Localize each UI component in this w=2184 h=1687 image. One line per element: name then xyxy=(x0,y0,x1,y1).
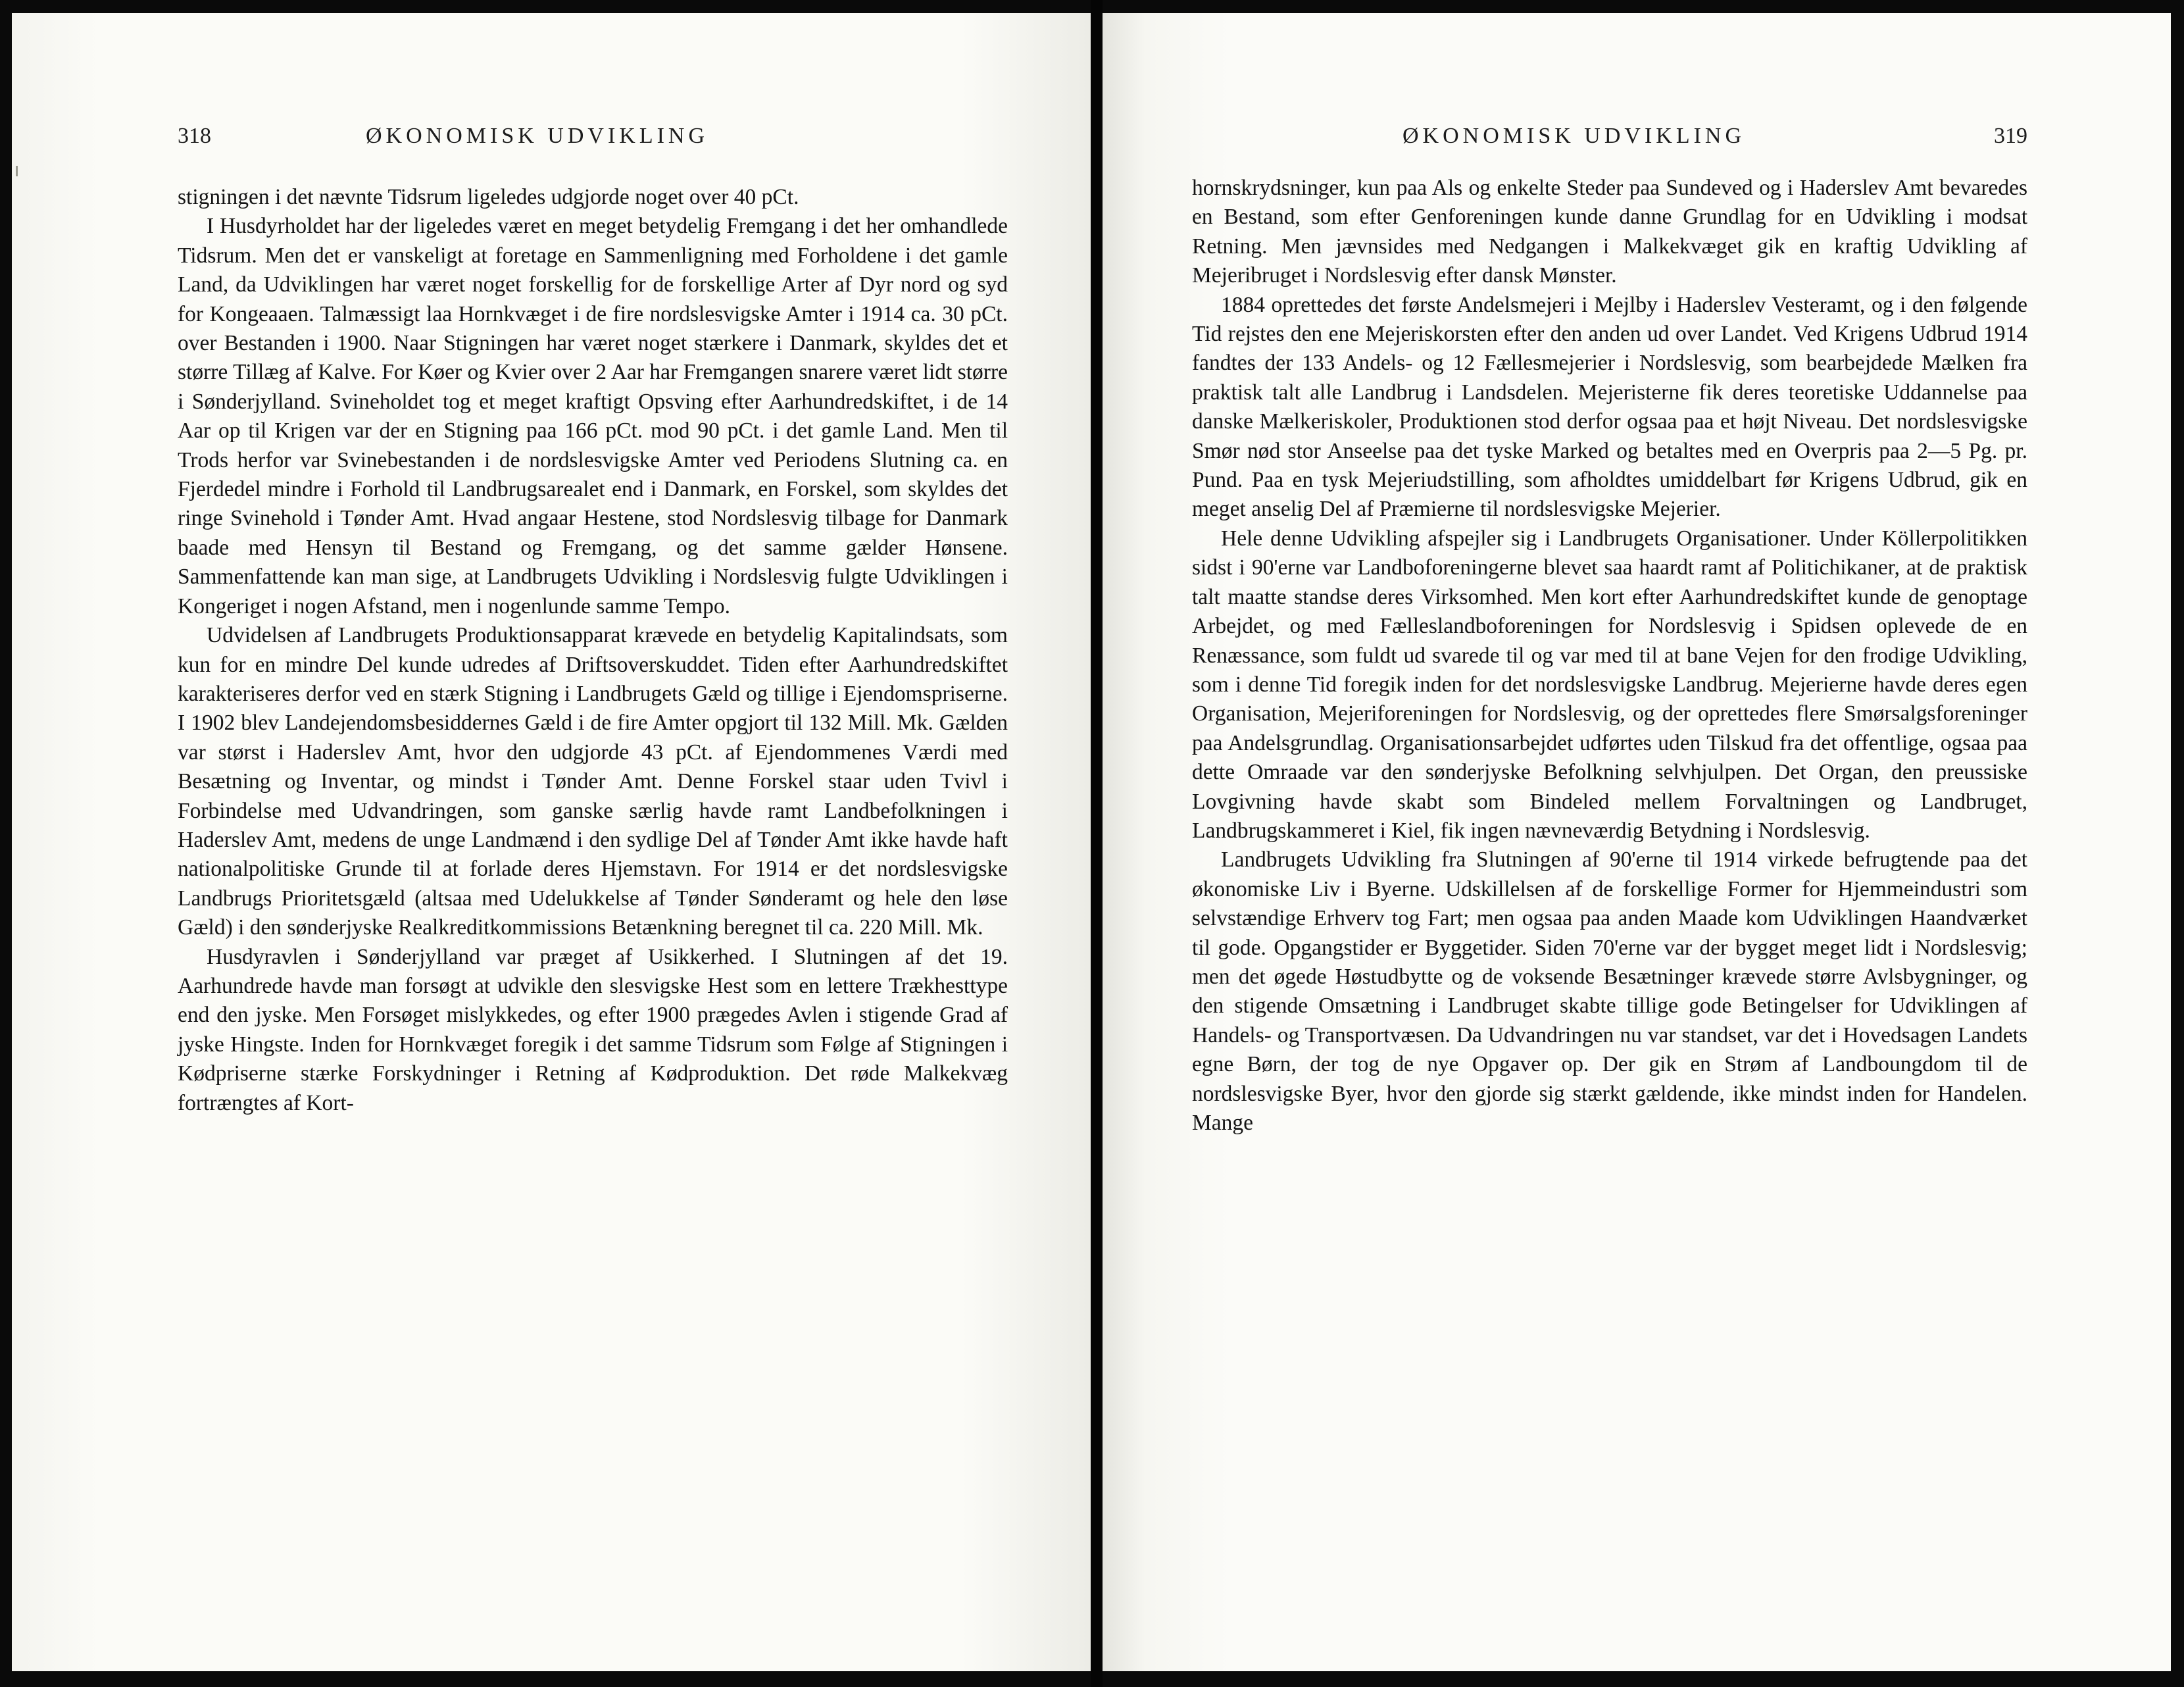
paragraph: I Husdyrholdet har der ligeledes været en meget betydelig Fremgang i det her omhandlede Tidsrum. Men det er vanskeligt at foretage en Sammenligning med Forholdene i det gamle Land, da Udviklingen har været noget forskellig for de forskellige Arter af Dyr nord og syd for Kongeaaen. Talmæssigt laa Hornkvæget i de fire nordslesvigske Amter i 1914 ca. 30 pCt. over Bestanden i 1900. Naar Stigningen har været noget stærkere i Danmark, skyldes det et større Tillæg af Kalve. For Køer og Kvier over 2 Aar har Fremgangen snarere været lidt større i Sønderjylland. Svineholdet tog et meget kraftigt Opsving efter Aarhundredskiftet, i de 14 Aar op til Krigen var der en Stigning paa 166 pCt. mod 90 pCt. i det gamle Land. Men til Trods herfor var Svinebestanden i de nordslesvigske Amter ved Periodens Slutning ca. en Fjerdedel mindre i Forhold til Landbrugsarealet end i Danmark, en Forskel, som skyldes det ringe Svinehold i Tønder Amt. Hvad angaar Hestene, stod Nordslesvig tilbage for Danmark baade med Hensyn til Bestand og Fremgang, og det samme gælder Hønsene. Sammenfattende kan man sige, at Landbrugets Udvikling i Nordslesvig fulgte Udviklingen i Kongeriget i nogen Afstand, men i nogenlunde samme Tempo. xyxy=(178,214,1008,618)
page-number: 318 xyxy=(178,124,211,148)
running-head: ØKONOMISK UDVIKLING xyxy=(366,124,709,148)
left-page-header xyxy=(178,124,1008,153)
paragraph: Hele denne Udvikling afspejler sig i Landbrugets Organisationer. Under Köllerpolitikken sidst i 90'erne var Landboforeningerne blevet saa haardt ramt af Politichikaner, at de praktisk talt maatte standse deres Virksomhed. Men kort efter Aarhundredskiftet kunde de genoptage Arbejdet, og med Fælleslandboforeningen for Nordslesvig i Spidsen oplevede de en Renæssance, som fuldt ud svarede til og var med til at bane Vejen for den frodige Udvikling, som i denne Tid foregik inden for det nordslesvigske Landbrug. Mejerierne havde deres egen Organisation, Mejeriforeningen for Nordslesvig, og der oprettedes flere Smørsalgsforeninger paa Andelsgrundlag. Organisationsarbejdet udførtes uden Tilskud fra det offentlige, ogsaa paa dette Omraade var den sønderjyske Befolkning selvhjulpen. Det Organ, den preussiske Lovgivning havde skabt som Bindeled mellem Forvaltningen og Landbruget, Landbrugskammeret i Kiel, fik ingen nævneværdig Betydning i Nordslesvig. xyxy=(1192,526,2027,843)
paragraph: Udvidelsen af Landbrugets Produktionsapparat krævede en betydelig Kapitalindsats, som kun for en mindre Del kunde udredes af Driftsoverskuddet. Tiden efter Aarhundredskiftet karakteriseres derfor ved en stærk Stigning i Landbrugets Gæld og tillige i Ejendomspriserne. I 1902 blev Landejendomsbesiddernes Gæld i de fire Amter opgjort til 132 Mill. Mk. Gælden var størst i Haderslev Amt, hvor den udgjorde 43 pCt. af Ejendommenes Værdi med Besætning og Inventar, og mindst i Tønder Amt. Denne Forskel staar uden Tvivl i Forbindelse med Udvandringen, som ganske særlig havde ramt Landbefolkningen i Haderslev Amt, medens de unge Landmænd i den sydlige Del af Tønder Amt ikke havde haft nationalpolitiske Grunde til at forlade deres Hjemstavn. For 1914 er det nordslesvigske Landbrugs Prioritetsgæld (altsaa med Udelukkelse af Tønder Sønderamt og hele den løse Gæld) i den sønderjyske Realkreditkommissions Betænkning beregnet til ca. 220 Mill. Mk. xyxy=(178,623,1008,940)
right-page xyxy=(1103,13,2171,1671)
page-number: 319 xyxy=(1994,124,2027,148)
right-page-header xyxy=(1192,124,2027,153)
left-page-body xyxy=(178,183,1008,1118)
right-page-body xyxy=(1192,174,2027,1138)
page-edge-mark xyxy=(16,166,18,176)
paragraph: Husdyravlen i Sønderjylland var præget af Usikkerhed. I Slutningen af det 19. Aarhundrede havde man forsøgt at udvikle den slesvigske Hest som en lettere Trækhesttype end den jyske. Men Forsøget mislykkedes, og efter 1900 prægedes Avlen i stigende Grad af jyske Hingste. Inden for Hornkvæget foregik i det samme Tidsrum som Følge af Stigningen i Kødpriserne stærke Forskydninger i Retning af Kødproduktion. Det røde Malkekvæg fortrængtes af Kort- xyxy=(178,944,1008,1115)
paragraph: stigningen i det nævnte Tidsrum ligeledes udgjorde noget over 40 pCt. xyxy=(178,185,799,209)
left-page xyxy=(12,13,1091,1671)
running-head: ØKONOMISK UDVIKLING xyxy=(1402,124,1746,148)
paragraph: Landbrugets Udvikling fra Slutningen af 90'erne til 1914 virkede befrugtende paa det økonomiske Liv i Byerne. Udskillelsen af de forskellige Former for Hjemmeindustri som selvstændige Erhverv tog Fart; men ogsaa paa anden Maade kom Udviklingen Haandværket til gode. Opgangstider er Byggetider. Siden 70'erne var der bygget meget lidt i Nordslesvig; men det øgede Høstudbytte og de voksende Besætninger krævede større Avlsbygninger, og den stigende Omsætning i Landbruget skabte tillige gode Betingelser for Udviklingen af Handels- og Transportvæsen. Da Udvandringen nu var standset, var det i Hovedsagen Landets egne Børn, der tog de nye Opgaver op. Der gik en Strøm af Landboungdom til de nordslesvigske Byer, hvor den gjorde sig stærkt gældende, ikke mindst inden for Handelen. Mange xyxy=(1192,847,2027,1135)
paragraph: 1884 oprettedes det første Andelsmejeri i Mejlby i Haderslev Vesteramt, og i den følgende Tid rejstes den ene Mejeriskorsten efter den anden ud over Landet. Ved Krigens Udbrud 1914 fandtes der 133 Andels- og 12 Fællesmejerier i Nordslesvig, som bearbejdede Mælken fra praktisk talt alle Landbrug i Landsdelen. Mejeristerne fik deres teoretiske Uddannelse paa danske Mælkeriskoler, Produktionen stod derfor ogsaa paa et højt Niveau. Det nordslesvigske Smør nød stor Anseelse paa det tyske Marked og betaltes med en Overpris paa 2—5 Pg. pr. Pund. Paa en tysk Mejeriudstilling, som afholdtes umiddelbart før Krigens Udbrud, gik en meget anselig Del af Præmierne til nordslesvigske Mejerier. xyxy=(1192,292,2027,522)
paragraph: hornskrydsninger, kun paa Als og enkelte Steder paa Sundeved og i Haderslev Amt bevaredes en Bestand, som efter Genforeningen kunde danne Grundlag for en Udvikling i modsat Retning. Men jævnsides med Nedgangen i Malkekvæget gik en kraftig Udvikling af Mejeribruget i Nordslesvig efter dansk Mønster. xyxy=(1192,176,2027,288)
book-gutter xyxy=(1091,0,1103,1687)
